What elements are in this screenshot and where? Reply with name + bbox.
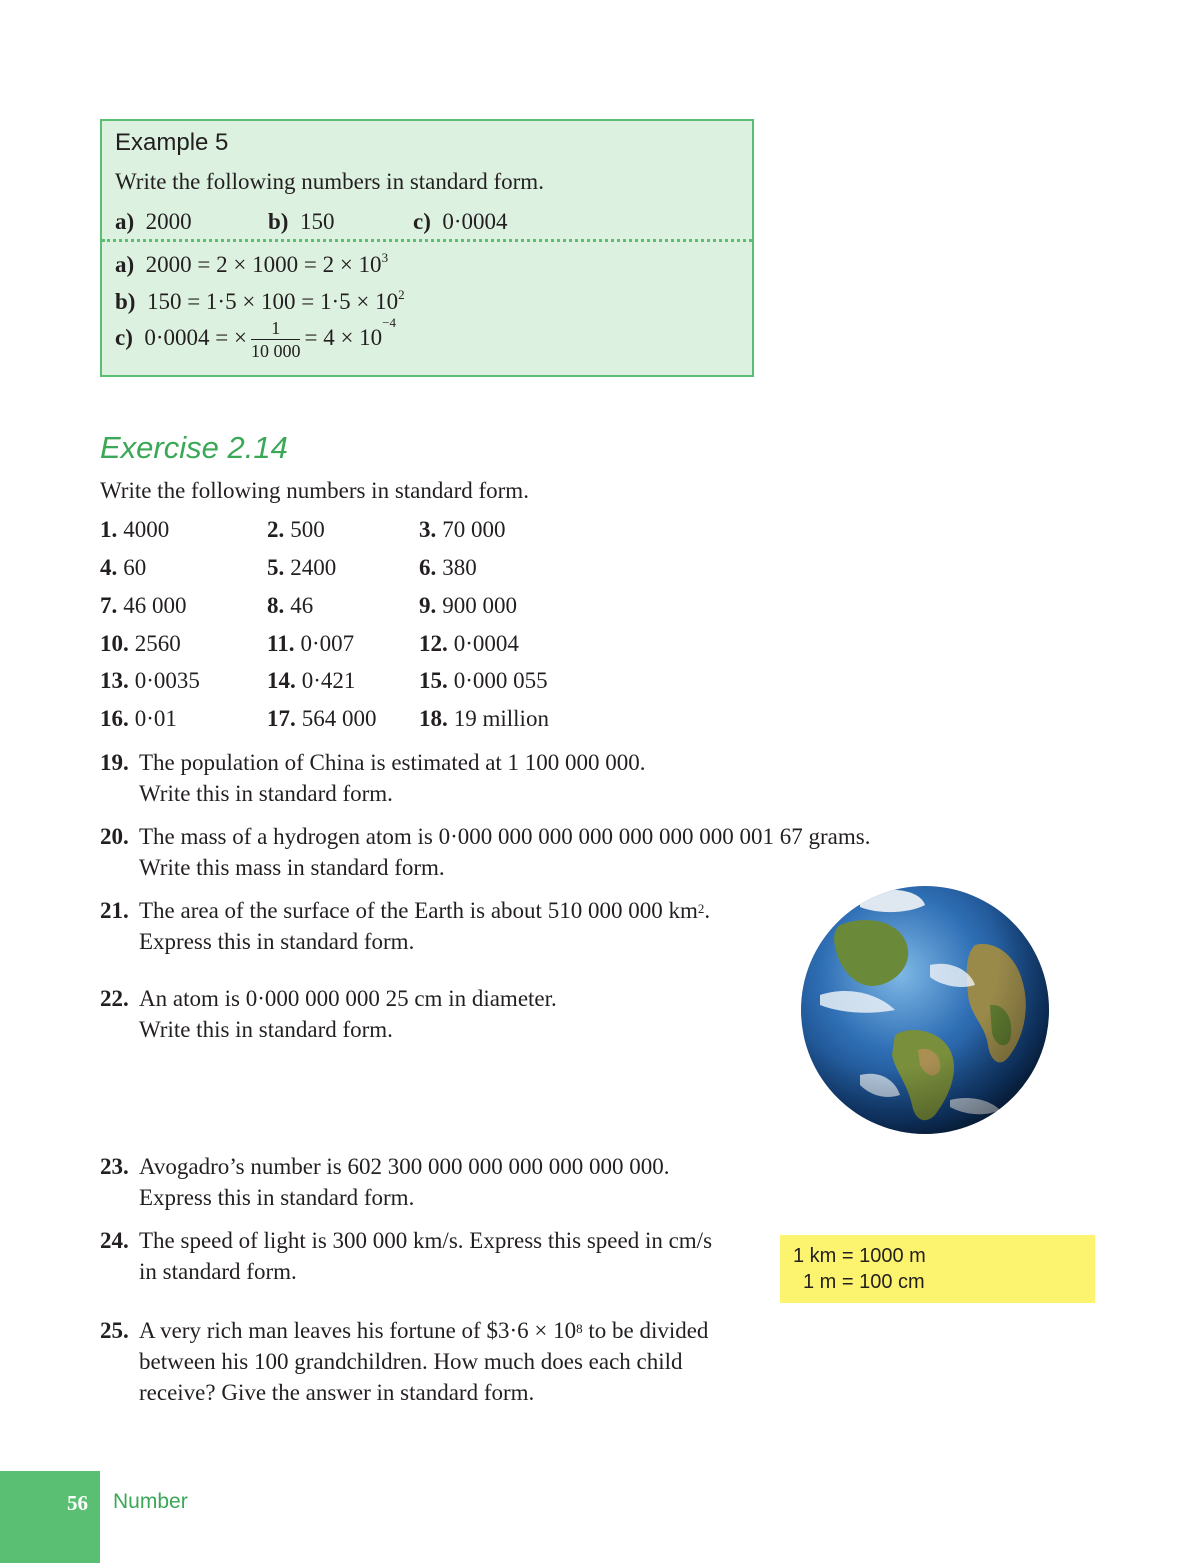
question-17: 17. 564 000 (267, 706, 377, 731)
question-23: 23. Avogadro’s number is 602 300 000 000 000 000 000 000. Express this in standard form. (100, 1154, 670, 1210)
earth-globe-image (800, 885, 1050, 1135)
example-title: Example 5 (115, 129, 229, 156)
question-3: 3. 70 000 (419, 517, 506, 542)
exercise-instruction: Write the following numbers in standard form. (100, 478, 529, 503)
question-10: 10. 2560 (100, 631, 181, 656)
example-question-c: c) 0·0004 (413, 209, 508, 234)
page-number: 56 (67, 1491, 88, 1515)
question-11: 11. 0·007 (267, 631, 355, 656)
question-12: 12. 0·0004 (419, 631, 519, 656)
question-13: 13. 0·0035 (100, 668, 200, 693)
question-8: 8. 46 (267, 593, 314, 618)
question-21: 21. The area of the surface of the Earth is about 510 000 000 $km^2$. Express this in standard form. (100, 898, 711, 954)
unit-note-m: 1 m = 100 cm (803, 1271, 925, 1293)
example-divider (102, 239, 752, 242)
question-1: 1. 4000 (100, 517, 170, 542)
question-9: 9. 900 000 (419, 593, 517, 618)
question-20: 20. The mass of a hydrogen atom is 0·000 000 000 000 000 000 000 001 67 grams. Write this mass in standard form. (100, 824, 871, 880)
example-box (100, 119, 754, 377)
question-16: 16. 0·01 (100, 706, 177, 731)
question-15: 15. 0·000 055 (419, 668, 548, 693)
question-2: 2. 500 (267, 517, 325, 542)
unit-note-km: 1 km = 1000 m (793, 1245, 926, 1267)
question-18: 18. 19 million (419, 706, 549, 731)
example-instruction: Write the following numbers in standard form. (115, 169, 544, 194)
example-solution-a: a) $2000 = 2 \times 1000 = 2 \times 10^3$ (115, 250, 389, 277)
question-25: 25. A very rich man leaves his fortune of $3·6 × $10^8$ to be divided between his 100 grandchildren. How much does each child receive? Give the answer in standard form. (100, 1318, 709, 1405)
question-5: 5. 2400 (267, 555, 337, 580)
question-22: 22. An atom is 0·000 000 000 25 cm in diameter. Write this in standard form. (100, 986, 557, 1042)
question-19: 19. The population of China is estimated at 1 100 000 000. Write this in standard form. (100, 750, 646, 806)
question-24: 24. The speed of light is 300 000 km/s. Express this speed in cm/s in standard form. (100, 1228, 713, 1284)
example-solution-c: c) 0·0004 = × $\frac{1}{10 000}$ = $4 \times 10^{-4}$ (115, 315, 397, 361)
fraction: $\frac{1}{10 000}$ (250, 318, 301, 361)
footer-section-title: Number (113, 1490, 188, 1513)
question-7: 7. 46 000 (100, 593, 187, 618)
question-14: 14. 0·421 (267, 668, 356, 693)
exercise-heading: Exercise 2.14 (100, 430, 288, 465)
example-question-a: a) 2000 (115, 209, 192, 234)
question-6: 6. 380 (419, 555, 477, 580)
unit-conversion-note (780, 1235, 1095, 1303)
footer-page-tab (0, 1471, 100, 1563)
question-4: 4. 60 (100, 555, 147, 580)
example-question-b: b) 150 (268, 209, 335, 234)
example-solution-b: b) $150 = 1\cdot 5 \times 100 = 1\cdot 5 \times 10^2$ (115, 287, 405, 314)
